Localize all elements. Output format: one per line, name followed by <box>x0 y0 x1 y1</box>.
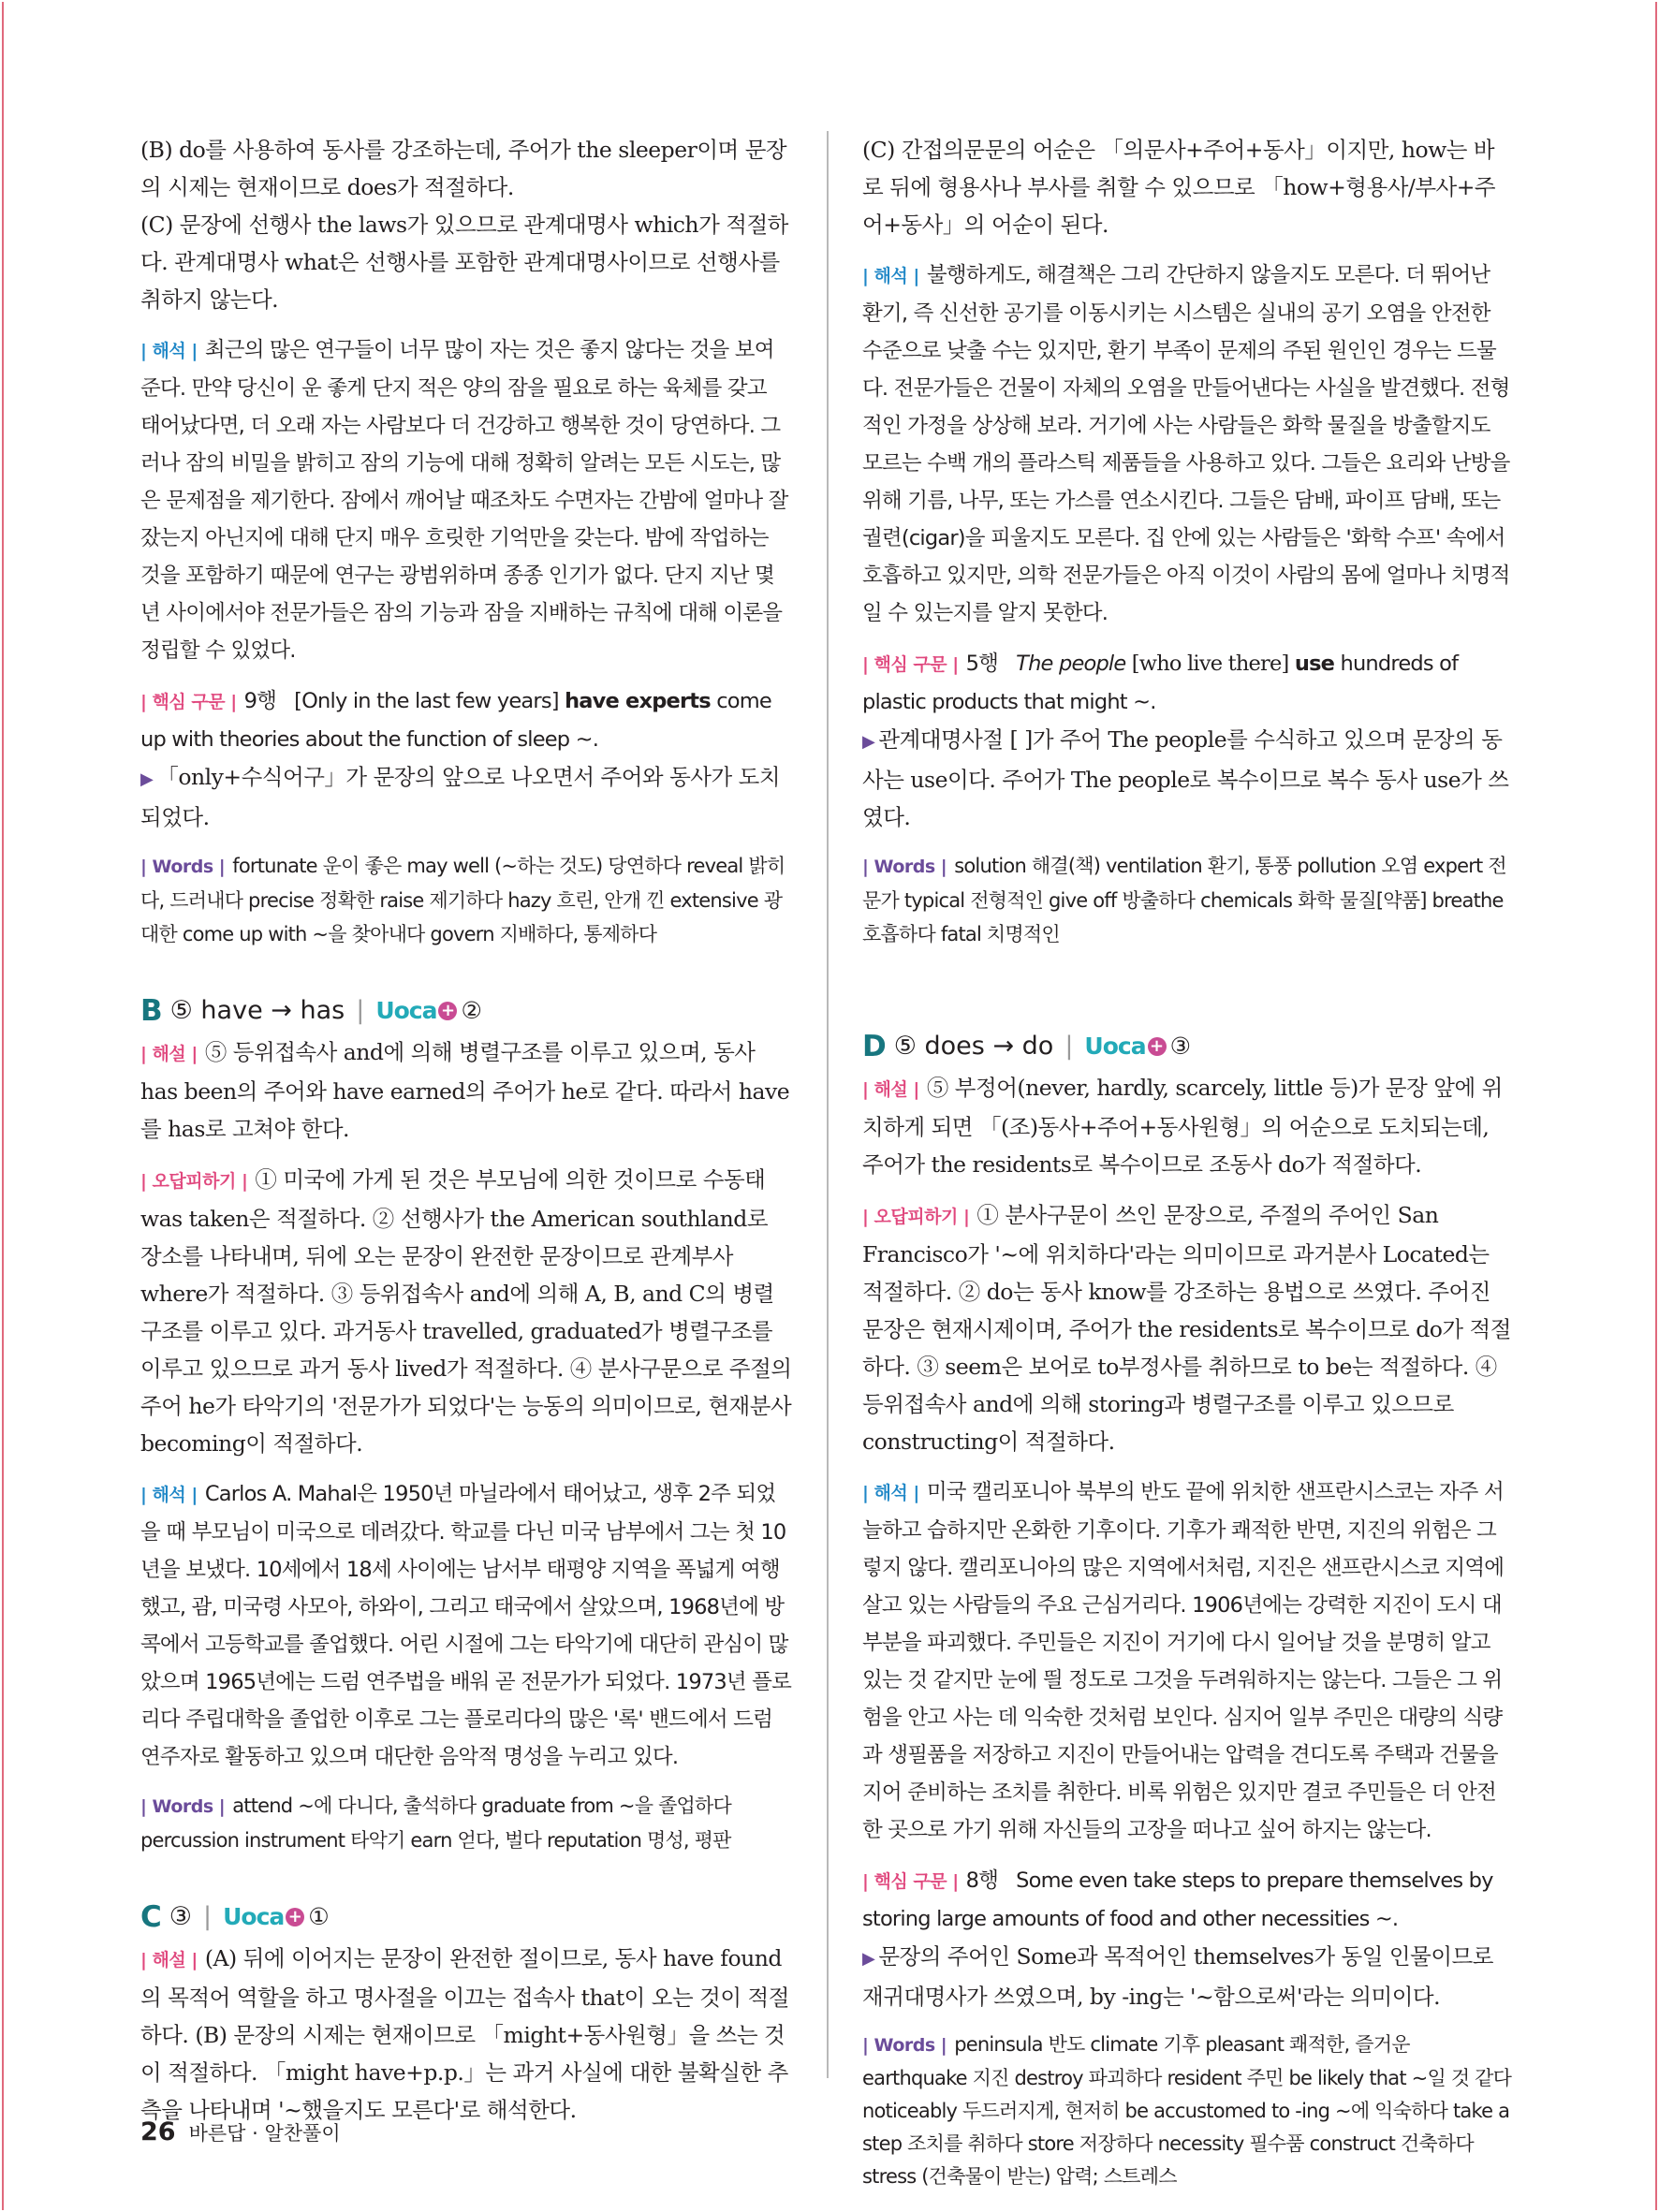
translation-text: 미국 캘리포니아 북부의 반도 끝에 위치한 샌프란시스코는 자주 서늘하고 습하지만 온화한 기후이다. 기후가 쾌적한 반면, 지진의 위험은 그렇지 않다. 캘리포니아의 많은 지역에서처럼, 지진은 샌프란시스코 지역에 살고 있는 사람들의 주요 근심거리다. 1906년에는 강력한 지진이 도시 대부분을 파괴했다. 주민들은 지진이 거기에 다시 일어날 것을 분명히 알고 있는 것 같지만 눈에 띌 정도로 그것을 두려워하지는 않는다. 그들은 그 위험을 안고 사는 데 익숙한 것처럼 보인다. 심지어 일부 주민은 대량의 식량과 생필품을 저장하고 지진이 만들어내는 압력을 견디도록 주택과 건물을 지어 준비하는 조치를 취한다. 비록 위험은 있지만 결코 주민들은 더 안전한 곳으로 가기 위해 자신들의 고장을 떠나고 싶어 하지는 않는다. <box>862 1480 1505 1842</box>
words-text: solution 해결(책) ventilation 환기, 통풍 pollution 오염 expert 전문가 typical 전형적인 give off 방출하다 chemicals 화학 물질[약품] breathe 호흡하다 fatal 치명적인 <box>862 855 1506 945</box>
key-structure-clause: [who live there] <box>1131 652 1289 676</box>
words-text: peninsula 반도 climate 기후 pleasant 쾌적한, 즐거운 earthquake 지진 destroy 파괴하다 resident 주민 be likely that ~일 것 같다 noticeably 두드러지게, 현저히 be accustomed to -ing ~에 익숙하다 take a step 조치를 취하다 store 저장하다 necessity 필수품 construct 건축하다 stress (건축물이 받는) 압력; 스트레스 <box>862 2033 1512 2188</box>
key-structure <box>862 1862 1514 1938</box>
section-b-letter: B <box>140 994 163 1028</box>
translation-tag: | 해석 | <box>862 1483 919 1503</box>
key-structure-line: 8행 <box>965 1868 999 1893</box>
section-c-letter: C <box>140 1900 162 1934</box>
key-structure-rest: come up with theories about the function of sleep ~. <box>140 689 771 752</box>
words-text: attend ~에 다니다, 출석하다 graduate from ~을 졸업하다 percussion instrument 타악기 earn 얻다, 벌다 reputation 명성, 평판 <box>140 1795 732 1852</box>
key-structure-note <box>140 758 792 836</box>
page-number: 26 <box>140 2117 176 2146</box>
key-structure-note <box>862 721 1514 836</box>
section-d-explanation <box>862 1069 1514 1183</box>
uoca-logo: Uoca <box>223 1903 285 1930</box>
wrong-answers-text: ① 분사구문이 쓰인 문장으로, 주절의 주어인 San Francisco가 '~에 위치하다'라는 의미이므로 과거분사 Located는 적절하다. ② do는 동사 know를 강조하는 용법으로 쓰였다. 주어진 문장은 현재시제이며, 주어가 the residents로 복수이므로 do가 적절하다. ③ seem은 보어로 to부정사를 취하므로 to be는 적절하다. ④ 등위접속사 and에 의해 storing과 병렬구조를 이루고 있으므로 constructing이 적절하다. <box>862 1202 1511 1455</box>
key-structure-text: Some even take steps to prepare themselves by storing large amounts of food and other necessities ~. <box>862 1868 1493 1931</box>
left-column <box>140 131 792 2129</box>
translation-paragraph <box>140 331 792 669</box>
section-c-answer: ③ <box>169 1902 192 1931</box>
explanation-text: (A) 뒤에 이어지는 문장이 완전한 절이므로, 동사 have found의 목적어 역할을 하고 명사절을 이끄는 접속사 that이 오는 것이 적절하다. (B) 문장의 시제는 현재이므로 「might+동사원형」을 쓰는 것이 적절하다. 「might have+p.p.」는 과거 사실에 대한 불확실한 추측을 나타내며 '~했을지도 모른다'로 해석한다. <box>140 1945 789 2123</box>
key-structure-note-text: 문장의 주어인 Some과 목적어인 themselves가 동일 인물이므로 재귀대명사가 쓰였으며, by -ing는 '~함으로써'라는 의미이다. <box>862 1943 1493 2010</box>
separator: | <box>1064 1032 1074 1061</box>
key-structure-bracket: [Only in the last few years] <box>294 689 559 713</box>
answer-explanation-c2: (C) 간접의문문의 어순은 「의문사+주어+동사」이지만, how는 바로 뒤에 형용사나 부사를 취할 수 있으므로 「how+형용사/부사+주어+동사」의 어순이 된다. <box>862 137 1496 238</box>
translation-text: 최근의 많은 연구들이 너무 많이 자는 것은 좋지 않다는 것을 보여준다. 만약 당신이 운 좋게 단지 적은 양의 잠을 필요로 하는 육체를 갖고 태어났다면, 더 오래 자는 사람보다 더 건강하고 행복한 것이 당연하다. 그러나 잠의 비밀을 밝히고 잠의 기능에 대해 정확히 알려는 모든 시도는, 많은 문제점을 제기한다. 잠에서 깨어날 때조차도 수면자는 간밤에 얼마나 잘 잤는지 아닌지에 대해 단지 매우 흐릿한 기억만을 갖는다. 밤에 작업하는 것을 포함하기 때문에 연구는 광범위하며 종종 인기가 없다. 단지 지난 몇 년 사이에서야 전문가들은 잠의 기능과 잠을 지배하는 규칙에 대해 이론을 정립할 수 있었다. <box>140 338 788 663</box>
explanation-tag: | 해설 | <box>862 1079 919 1100</box>
uoca-logo: Uoca <box>375 997 437 1024</box>
words-list <box>862 849 1514 951</box>
section-b-translation <box>140 1475 792 1776</box>
explanation-text: ⑤ 부정어(never, hardly, scarcely, little 등)가 문장 앞에 위치하게 되면 「(조)동사+주어+동사원형」의 어순으로 도치되는데, 주어가 the residents로 복수이므로 조동사 do가 적절하다. <box>862 1075 1503 1178</box>
translation-paragraph <box>862 256 1514 632</box>
words-tag: | Words | <box>862 857 947 877</box>
separator: | <box>202 1902 213 1931</box>
separator: | <box>356 996 365 1025</box>
triangle-bullet-icon: ▶ <box>862 1949 875 1969</box>
key-structure-tag: | 핵심 구문 | <box>862 654 959 675</box>
plus-icon: + <box>286 1908 304 1926</box>
column-divider <box>827 131 829 2078</box>
explanation-text: ⑤ 등위접속사 and에 의해 병렬구조를 이루고 있으며, 동사 has been의 주어와 have earned의 주어가 he로 같다. 따라서 have를 has로 고쳐야 한다. <box>140 1039 790 1142</box>
explanation-tag: | 해설 | <box>140 1044 198 1064</box>
translation-tag: | 해석 | <box>862 266 919 286</box>
uoca-logo: Uoca <box>1084 1033 1146 1060</box>
key-structure-subject: The people <box>1016 652 1126 676</box>
words-tag: | Words | <box>140 1796 226 1817</box>
key-structure-tag: | 핵심 구문 | <box>862 1871 959 1892</box>
section-d-answer: ⑤ does → do <box>893 1032 1054 1061</box>
section-b-explanation <box>140 1033 792 1148</box>
key-structure-note-text: 「only+수식어구」가 문장의 앞으로 나오면서 주어와 동사가 도치되었다. <box>140 764 781 830</box>
plus-icon: + <box>1148 1037 1167 1056</box>
uoca-number: ② <box>461 997 482 1024</box>
triangle-bullet-icon: ▶ <box>140 769 154 789</box>
triangle-bullet-icon: ▶ <box>862 732 875 752</box>
words-text: fortunate 운이 좋은 may well (~하는 것도) 당연하다 reveal 밝히다, 드러내다 precise 정확한 raise 제기하다 hazy 흐린, 안개 낀 extensive 광대한 come up with ~을 찾아내다 govern 지배하다, 통제하다 <box>140 855 785 945</box>
section-d-wrong-answers <box>862 1196 1514 1460</box>
section-b-wrong-answers <box>140 1161 792 1462</box>
translation-text: 불행하게도, 해결책은 그리 간단하지 않을지도 모른다. 더 뛰어난 환기, 즉 신선한 공기를 이동시키는 시스템은 실내의 공기 오염을 안전한 수준으로 낮출 수는 있지만, 환기 부족이 문제의 주된 원인인 경우는 드물다. 전문가들은 건물이 자체의 오염을 만들어낸다는 사실을 발견했다. 전형적인 가정을 상상해 보라. 거기에 사는 사람들은 화학 물질을 방출할지도 모르는 수백 개의 플라스틱 제품들을 사용하고 있다. 그들은 요리와 난방을 위해 기름, 나무, 또는 가스를 연소시킨다. 그들은 담배, 파이프 담배, 또는 궐련(cigar)을 피울지도 모른다. 집 안에 있는 사람들은 '화학 수프' 속에서 호흡하고 있지만, 의학 전문가들은 아직 이것이 사람의 몸에 얼마나 치명적일 수 있는지를 알지 못한다. <box>862 263 1510 625</box>
explanation-tag: | 해설 | <box>140 1950 198 1970</box>
key-structure-line: 5행 <box>965 652 999 676</box>
uoca-number: ① <box>308 1903 330 1930</box>
words-tag: | Words | <box>140 857 226 877</box>
key-structure-rest: hundreds of plastic products that might ~. <box>862 652 1459 714</box>
key-structure-note-text: 관계대명사절 [ ]가 주어 The people를 수식하고 있으며 문장의 동사는 use이다. 주어가 The people로 복수이므로 복수 동사 use가 쓰였다. <box>862 726 1509 830</box>
translation-tag: | 해석 | <box>140 341 198 361</box>
book-title: 바른답 · 알찬풀이 <box>188 2122 341 2145</box>
answer-explanation-b: (B) do를 사용하여 동사를 강조하는데, 주어가 the sleeper이며 문장의 시제는 현재이므로 does가 적절하다. <box>140 137 787 200</box>
key-structure-tag: | 핵심 구문 | <box>140 692 237 712</box>
section-c-explanation <box>140 1940 792 2129</box>
key-structure-note <box>862 1938 1514 2015</box>
uoca-number: ③ <box>1169 1033 1192 1060</box>
key-structure <box>862 645 1514 721</box>
section-b-answer: ⑤ have → has <box>169 996 345 1025</box>
key-structure-verb: use <box>1294 652 1335 676</box>
plus-icon: + <box>438 1002 457 1020</box>
answer-explanation-c: (C) 문장에 선행사 the laws가 있으므로 관계대명사 which가 적절하다. 관계대명사 what은 선행사를 포함한 관계대명사이므로 선행사를 취하지 않는다. <box>140 212 788 313</box>
wrong-answers-tag: | 오답피하기 | <box>140 1171 248 1192</box>
section-b-header <box>140 990 792 1032</box>
words-list <box>140 1789 792 1857</box>
translation-tag: | 해석 | <box>140 1485 198 1505</box>
translation-text: Carlos A. Mahal은 1950년 마닐라에서 태어났고, 생후 2주 되었을 때 부모님이 미국으로 데려갔다. 학교를 다닌 미국 남부에서 그는 첫 10년을 보냈다. 10세에서 18세 사이에는 남서부 태평양 지역을 폭넓게 여행했고, 괌, 미국령 사모아, 하와이, 그리고 태국에서 살았으며, 1968년에 방콕에서 고등학교를 졸업했다. 어린 시절에 그는 타악기에 대단히 관심이 많았으며 1965년에는 드럼 연주법을 배워 곧 전문가가 되었다. 1973년 플로리다 주립대학을 졸업한 이후로 그는 플로리다의 많은 '록' 밴드에서 드럼 연주자로 활동하고 있으며 대단한 음악적 명성을 누리고 있다. <box>140 1482 792 1769</box>
page-footer <box>140 2117 341 2146</box>
key-structure-line: 9행 <box>243 689 277 713</box>
words-list <box>140 849 792 951</box>
key-structure <box>140 682 792 758</box>
right-column <box>862 131 1514 2193</box>
section-c-header <box>140 1897 792 1938</box>
wrong-answers-text: ① 미국에 가게 된 것은 부모님에 의한 것이므로 수동태 was taken은 적절하다. ② 선행사가 the American southland로 장소를 나타내며, 뒤에 오는 문장이 완전한 문장이므로 관계부사 where가 적절하다. ③ 등위접속사 and에 의해 A, B, and C의 병렬구조를 이루고 있다. 과거동사 travelled, graduated가 병렬구조를 이루고 있으므로 과거 동사 lived가 적절하다. ④ 분사구문으로 주절의 주어 he가 타악기의 '전문가가 되었다'는 능동의 의미이므로, 현재분사 becoming이 적절하다. <box>140 1166 792 1457</box>
section-d-letter: D <box>862 1030 887 1063</box>
section-d-translation <box>862 1473 1514 1849</box>
wrong-answers-tag: | 오답피하기 | <box>862 1207 970 1227</box>
key-structure-inverted: have experts <box>565 689 711 713</box>
words-list <box>862 2029 1514 2193</box>
words-tag: | Words | <box>862 2035 947 2056</box>
section-d-header <box>862 1026 1514 1067</box>
